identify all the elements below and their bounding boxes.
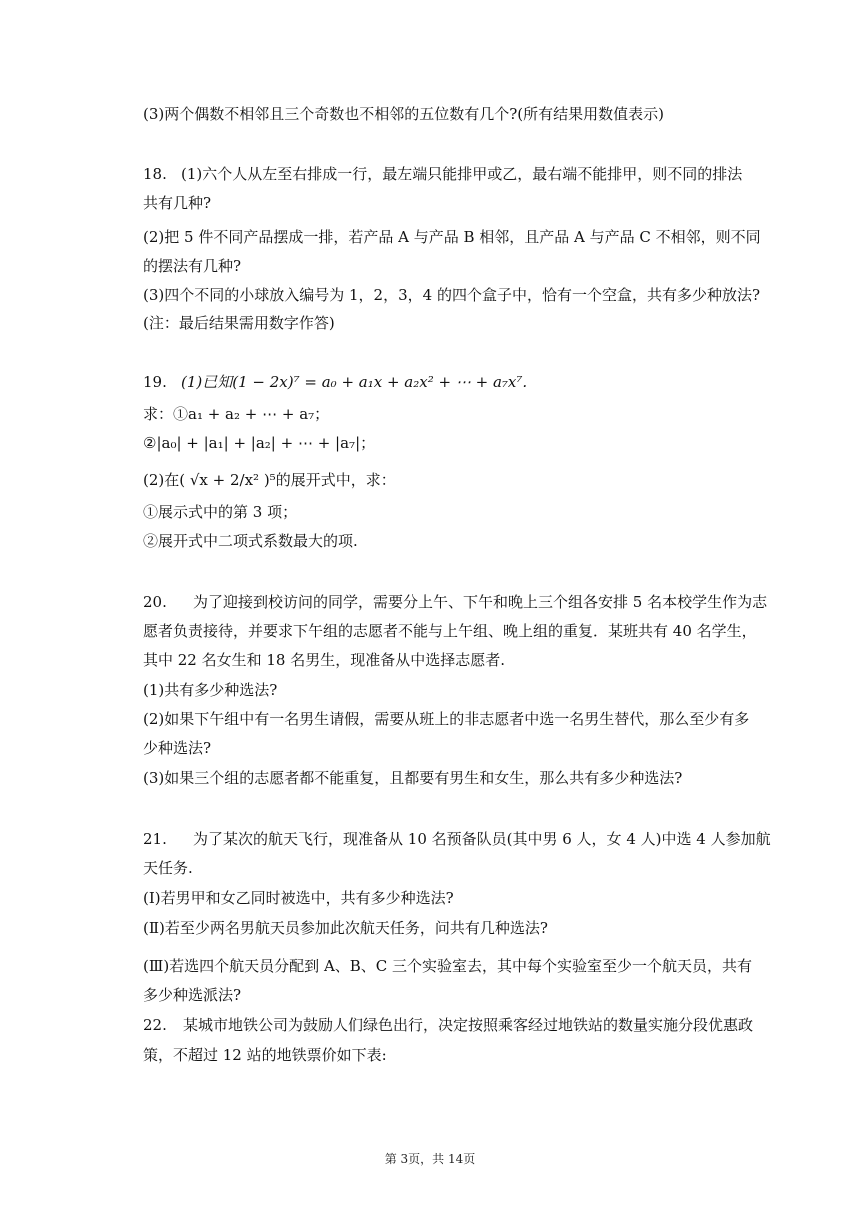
q21-line1: [143, 829, 771, 849]
q22-text-1: 某城市地铁公司为鼓励人们绿色出行，决定按照乘客经过地铁站的数量实施分段优惠政: [183, 1016, 754, 1034]
q21-number: 21.: [143, 830, 167, 848]
q18-text-1: (1)六个人从左至右排成一行，最左端只能排甲或乙，最右端不能排甲，则不同的排法: [181, 165, 743, 183]
q21-line4: (Ⅱ)若至少两名男航天员参加此次航天任务，问共有几种选法?: [143, 919, 548, 937]
q22-number: 22.: [143, 1016, 167, 1034]
q17-part3: (3)两个偶数不相邻且三个奇数也不相邻的五位数有几个?(所有结果用数值表示): [143, 105, 664, 123]
q18-line4: 的摆法有几种?: [143, 257, 242, 275]
q21-line6: 多少种选派法?: [143, 986, 242, 1004]
q18-line6: (注：最后结果需用数字作答): [143, 314, 335, 332]
q18-line1: [143, 164, 742, 184]
q19-number: 19.: [143, 373, 167, 391]
q20-line7: (3)如果三个组的志愿者都不能重复，且都要有男生和女生，那么共有多少种选法?: [143, 769, 683, 787]
q19-line3: ②|a₀| + |a₁| + |a₂| + ⋯ + |a₇|；: [143, 434, 376, 452]
q18-line3: (2)把 5 件不同产品摆成一排，若产品 A 与产品 B 相邻，且产品 A 与产品 C 不相邻，则不同: [143, 228, 761, 246]
q20-line1: [143, 592, 767, 612]
q22-line1: [143, 1015, 753, 1035]
page-footer: 第 3页，共 14页: [384, 1152, 476, 1166]
q21-line3: (Ⅰ)若男甲和女乙同时被选中，共有多少种选法?: [143, 889, 454, 907]
q21-text-1: 为了某次的航天飞行，现准备从 10 名预备队员(其中男 6 人，女 4 人)中选 4 人参加航: [193, 830, 771, 848]
q20-line5: (2)如果下午组中有一名男生请假，需要从班上的非志愿者中选一名男生替代，那么至少有多: [143, 710, 750, 728]
q21-line2: 天任务.: [143, 859, 193, 877]
q19-line5: ①展示式中的第 3 项；: [143, 503, 298, 521]
q20-line2: 愿者负责接待，并要求下午组的志愿者不能与上午组、晚上组的重复．某班共有 40 名学生，: [143, 622, 757, 640]
q22-line2: 策，不超过 12 站的地铁票价如下表:: [143, 1046, 387, 1064]
q20-line4: (1)共有多少种选法?: [143, 681, 278, 699]
q20-line6: 少种选法?: [143, 739, 212, 757]
q18-line5: (3)四个不同的小球放入编号为 1，2，3，4 的四个盒子中，恰有一个空盒，共有多少种放法?: [143, 286, 761, 304]
q18-line2: 共有几种?: [143, 194, 212, 212]
q19-line4: (2)在( √x + 2/x² )⁵的展开式中，求：: [143, 471, 396, 489]
q19-line1: [143, 372, 527, 392]
q20-text-1: 为了迎接到校访问的同学，需要分上午、下午和晚上三个组各安排 5 名本校学生作为志: [193, 593, 768, 611]
q20-number: 20.: [143, 593, 167, 611]
q19-line2: 求：①a₁ + a₂ + ⋯ + a₇；: [143, 405, 330, 423]
q19-equation: (1)已知(1 − 2x)⁷ = a₀ + a₁x + a₂x² + ⋯ + a₇x⁷.: [181, 373, 528, 391]
q21-line5: (Ⅲ)若选四个航天员分配到 A、B、C 三个实验室去，其中每个实验室至少一个航天员，共有: [143, 957, 753, 975]
q19-line6: ②展开式中二项式系数最大的项.: [143, 532, 358, 550]
q18-number: 18.: [143, 165, 167, 183]
q20-line3: 其中 22 名女生和 18 名男生，现准备从中选择志愿者.: [143, 651, 506, 669]
